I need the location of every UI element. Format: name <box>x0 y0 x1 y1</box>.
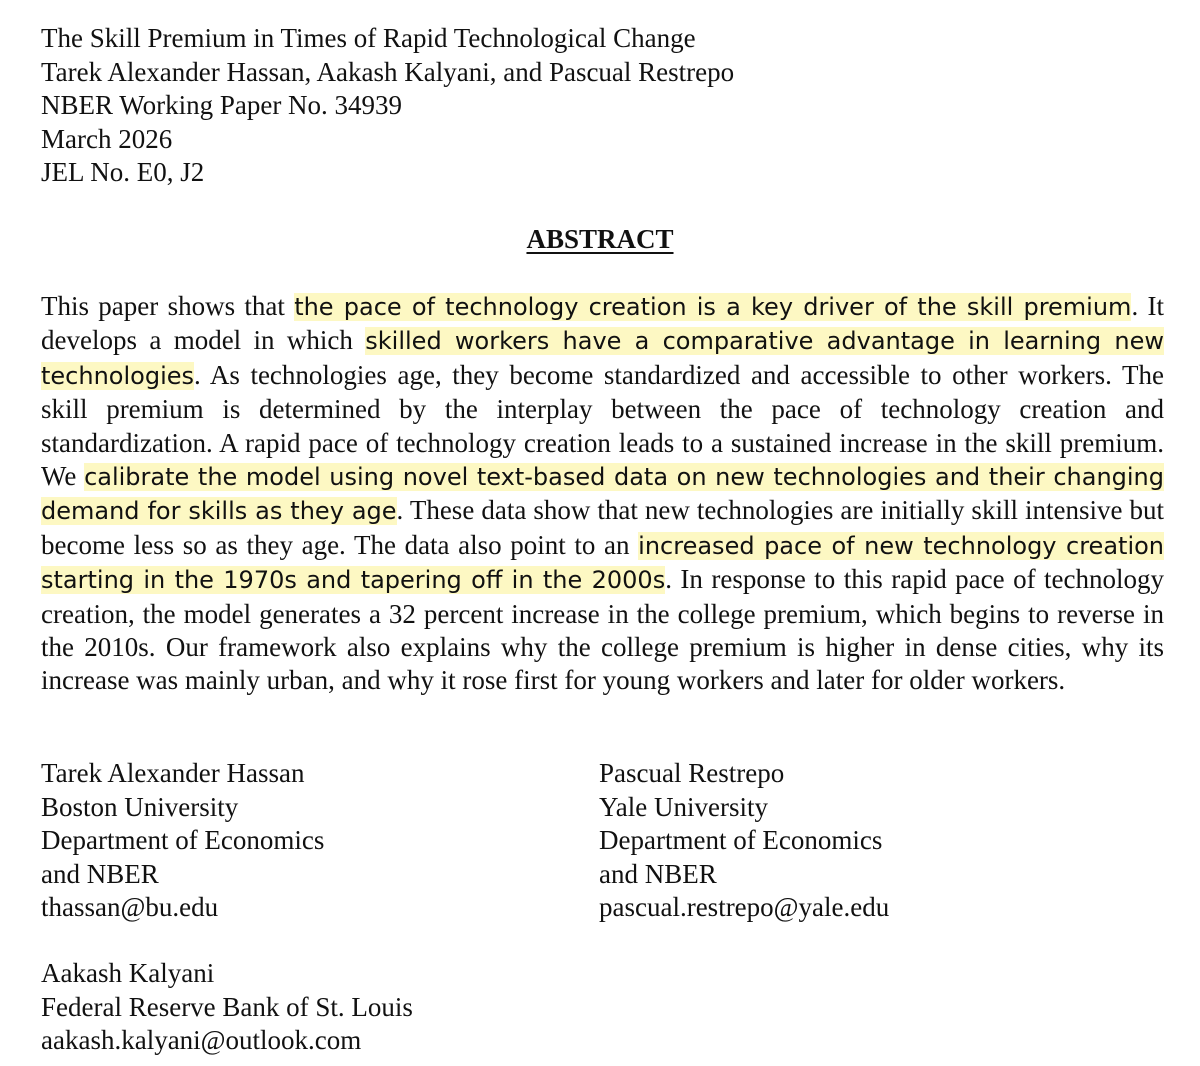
author-extra-affiliation: and NBER <box>599 858 717 889</box>
author-institution: Yale University <box>599 791 769 822</box>
abstract-highlight: calibrate the model using novel text-based data on new technologies and their changing demand for skills as they age <box>41 463 1164 526</box>
publication-date: March 2026 <box>41 123 173 154</box>
paper-title: The Skill Premium in Times of Rapid Technological Change <box>41 23 696 53</box>
abstract-highlight: increased pace of new technology creation starting in the 1970s and tapering off in the 2000s <box>41 531 1165 595</box>
author-name: Aakash Kalyani <box>41 958 215 988</box>
author-name: Tarek Alexander Hassan <box>41 758 305 788</box>
paper-header <box>41 22 734 190</box>
abstract-body <box>41 290 1164 698</box>
author-department: Department of Economics <box>41 825 325 855</box>
author-affiliation-restrepo <box>599 757 889 925</box>
author-affiliation-hassan <box>41 757 324 925</box>
author-affiliation-kalyani <box>41 957 413 1058</box>
jel-codes: JEL No. E0, J2 <box>41 157 205 187</box>
abstract-heading-text: ABSTRACT <box>526 224 674 254</box>
author-department: Department of Economics <box>599 825 883 855</box>
abstract-text-segment: . As technologies age, they become standardized and accessible to other workers. The skill premium is determined by the interplay between the pace of technology creation and standardization. A rapid pace of technology creation leads to a sustained increase in the skill premium. We <box>41 359 1164 492</box>
author-name: Pascual Restrepo <box>599 758 785 788</box>
paper-authors: Tarek Alexander Hassan, Aakash Kalyani, and Pascual Restrepo <box>41 56 735 87</box>
abstract-heading <box>0 222 1200 256</box>
abstract-text-segment: . In response to this rapid pace of technology creation, the model generates a 32 percent increase in the college premium, which begins to reverse in the 2010s. Our framework also explains why the college premium is higher in dense cities, why its increase was mainly urban, and why it rose first for young workers and later for older workers. <box>41 564 1164 696</box>
author-institution: Boston University <box>41 791 239 822</box>
abstract-text-segment: This paper shows that <box>41 291 295 321</box>
abstract-text-segment: . It develops a model in which <box>41 291 1164 356</box>
author-email: thassan@bu.edu <box>41 892 219 922</box>
abstract-highlight: skilled workers have a comparative advantage in learning new technologies <box>41 327 1164 390</box>
abstract-text-segment: . These data show that new technologies are initially skill intensive but become less so as they age. The data also point to an <box>41 495 1164 560</box>
working-paper-number: NBER Working Paper No. 34939 <box>41 90 403 120</box>
author-institution: Federal Reserve Bank of St. Louis <box>41 991 413 1022</box>
author-extra-affiliation: and NBER <box>41 858 159 889</box>
author-email: aakash.kalyani@outlook.com <box>41 1025 362 1055</box>
abstract-highlight: the pace of technology creation is a key driver of the skill premium <box>294 293 1132 321</box>
author-email: pascual.restrepo@yale.edu <box>599 892 890 922</box>
